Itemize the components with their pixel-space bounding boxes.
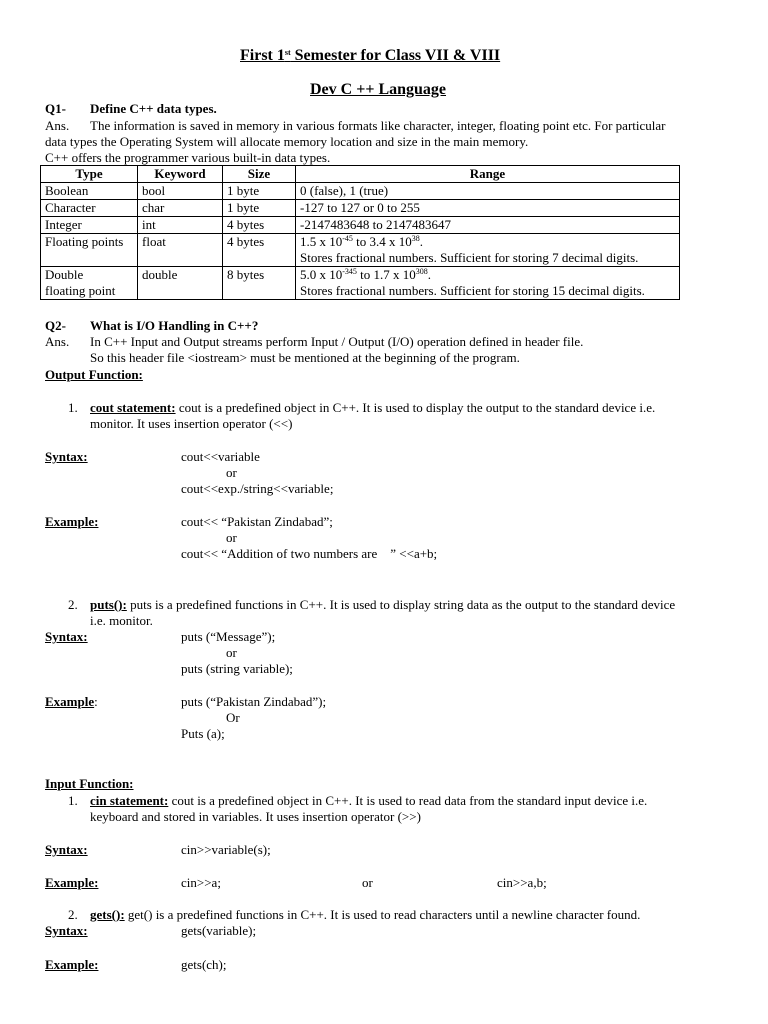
q1-question: Define C++ data types.: [90, 101, 217, 116]
cin-number: 1.: [68, 793, 78, 808]
page-title: [240, 48, 500, 64]
puts-syntax-line: puts (string variable);: [181, 661, 293, 676]
cin-description-line: keyboard and stored in variables. It uses insertion operator (>>): [90, 809, 421, 824]
gets-example-line: gets(ch);: [181, 957, 227, 972]
table-header-range: Range: [296, 166, 680, 183]
cout-description-line: monitor. It uses insertion operator (<<): [90, 416, 293, 431]
cout-syntax-line: cout<<exp./string<<variable;: [181, 481, 334, 496]
cell-type: [41, 267, 138, 300]
output-function-heading: Output Function:: [45, 367, 143, 382]
table-row: [41, 183, 680, 200]
puts-syntax-label: Syntax:: [45, 629, 88, 644]
puts-example-line: puts (“Pakistan Zindabad”);: [181, 694, 327, 709]
puts-example-colon: :: [94, 694, 98, 709]
cout-syntax-label: Syntax:: [45, 449, 88, 464]
range-note: Stores fractional numbers. Sufficient for storing 7 decimal digits.: [300, 250, 639, 265]
cout-syntax-line: cout<<variable: [181, 449, 260, 464]
q1-answer-label: Ans.: [45, 118, 70, 133]
puts-desc-text: puts is a predefined functions in C++. It is used to display string data as the output to the standard device: [126, 597, 676, 612]
cout-number: 1.: [68, 400, 78, 415]
cout-label: cout statement:: [90, 400, 176, 415]
gets-number: 2.: [68, 907, 78, 922]
cell-range: 0 (false), 1 (true): [296, 183, 680, 200]
range-value: [300, 234, 675, 250]
table-row: [41, 200, 680, 217]
cell-size: 1 byte: [223, 183, 296, 200]
cell-type: Integer: [41, 217, 138, 234]
cin-syntax-label: Syntax:: [45, 842, 88, 857]
range-part: .: [427, 267, 432, 282]
cell-type: Floating points: [41, 234, 138, 267]
data-types-table: [40, 165, 680, 300]
range-part: .: [419, 234, 424, 249]
puts-label: puts():: [90, 597, 127, 612]
puts-description-line: i.e. monitor.: [90, 613, 153, 628]
cin-desc-text: cout is a predefined object in C++. It is used to read data from the standard input device i.e.: [168, 793, 648, 808]
table-row: [41, 234, 680, 267]
cell-keyword: float: [138, 234, 223, 267]
q1-answer-line: C++ offers the programmer various built-in data types.: [45, 150, 331, 165]
cin-description: [90, 793, 647, 809]
range-exponent: -345: [342, 267, 357, 276]
q2-number: Q2-: [45, 318, 66, 333]
range-part: to 1.7 x 10: [356, 267, 416, 282]
cell-range: [296, 234, 680, 267]
title-superscript: st: [284, 48, 291, 57]
cout-example-line: cout<< “Addition of two numbers are ” <<a+b;: [181, 546, 438, 561]
title-text: First 1: [240, 47, 285, 64]
puts-number: 2.: [68, 597, 78, 612]
cout-example-line: cout<< “Pakistan Zindabad”;: [181, 514, 333, 529]
q1-answer-line: data types the Operating System will allocate memory location and size in the main memory.: [45, 134, 529, 149]
cin-example-or: or: [362, 875, 373, 890]
puts-description: [90, 597, 675, 613]
cell-range: -2147483648 to 2147483647: [296, 217, 680, 234]
range-part: 1.5 x 10: [300, 234, 343, 249]
puts-example-label: Example: [45, 694, 95, 709]
cin-example-line: cin>>a,b;: [497, 875, 547, 890]
cout-desc-text: cout is a predefined object in C++. It is used to display the output to the standard device i.e.: [175, 400, 656, 415]
cell-size: 1 byte: [223, 200, 296, 217]
range-part: to 3.4 x 10: [352, 234, 412, 249]
cell-range: -127 to 127 or 0 to 255: [296, 200, 680, 217]
gets-syntax-line: gets(variable);: [181, 923, 257, 938]
cell-keyword: char: [138, 200, 223, 217]
cell-keyword: int: [138, 217, 223, 234]
range-value: [300, 267, 675, 283]
q2-question: What is I/O Handling in C++?: [90, 318, 259, 333]
cin-example-label: Example:: [45, 875, 99, 890]
cell-size: 4 bytes: [223, 234, 296, 267]
input-function-heading: Input Function:: [45, 776, 134, 791]
q1-answer-line: The information is saved in memory in various formats like character, integer, floating point etc. For particular: [90, 118, 666, 133]
cout-example-label: Example:: [45, 514, 99, 529]
gets-label: gets():: [90, 907, 125, 922]
type-line: Double: [45, 267, 84, 282]
cell-size: 8 bytes: [223, 267, 296, 300]
q1-number: Q1-: [45, 101, 66, 116]
cout-syntax-or: or: [226, 465, 237, 480]
cout-description: [90, 400, 655, 416]
cell-keyword: double: [138, 267, 223, 300]
cout-example-or: or: [226, 530, 237, 545]
table-row: [41, 217, 680, 234]
puts-example-label-wrap: [45, 694, 98, 710]
puts-example-line: Puts (a);: [181, 726, 225, 741]
cell-type: Boolean: [41, 183, 138, 200]
puts-example-or: Or: [226, 710, 240, 725]
table-header-keyword: Keyword: [138, 166, 223, 183]
type-line: floating point: [45, 283, 116, 298]
range-exponent: -45: [342, 234, 353, 243]
gets-description: [90, 907, 640, 923]
puts-syntax-or: or: [226, 645, 237, 660]
gets-desc-text: get() is a predefined functions in C++. It is used to read characters until a newline character found.: [124, 907, 641, 922]
range-exponent: 308: [415, 267, 428, 276]
puts-syntax-line: puts (“Message”);: [181, 629, 276, 644]
cin-label: cin statement:: [90, 793, 169, 808]
table-header-row: [41, 166, 680, 183]
gets-syntax-label: Syntax:: [45, 923, 88, 938]
q2-answer-label: Ans.: [45, 334, 70, 349]
range-part: 5.0 x 10: [300, 267, 343, 282]
range-note: Stores fractional numbers. Sufficient for storing 15 decimal digits.: [300, 283, 645, 298]
q2-answer-line: So this header file <iostream> must be mentioned at the beginning of the program.: [90, 350, 520, 365]
cin-example-line: cin>>a;: [181, 875, 221, 890]
cell-keyword: bool: [138, 183, 223, 200]
cell-type: Character: [41, 200, 138, 217]
range-exponent: 38: [411, 234, 420, 243]
q2-answer-line: In C++ Input and Output streams perform Input / Output (I/O) operation defined in header file.: [90, 334, 584, 349]
table-row: [41, 267, 680, 300]
cin-syntax-line: cin>>variable(s);: [181, 842, 271, 857]
cell-range: [296, 267, 680, 300]
page-subtitle: Dev C ++ Language: [310, 81, 447, 98]
cell-size: 4 bytes: [223, 217, 296, 234]
table-header-type: Type: [41, 166, 138, 183]
gets-example-label: Example:: [45, 957, 99, 972]
title-text-rest: Semester for Class VII & VIII: [290, 47, 501, 64]
table-header-size: Size: [223, 166, 296, 183]
